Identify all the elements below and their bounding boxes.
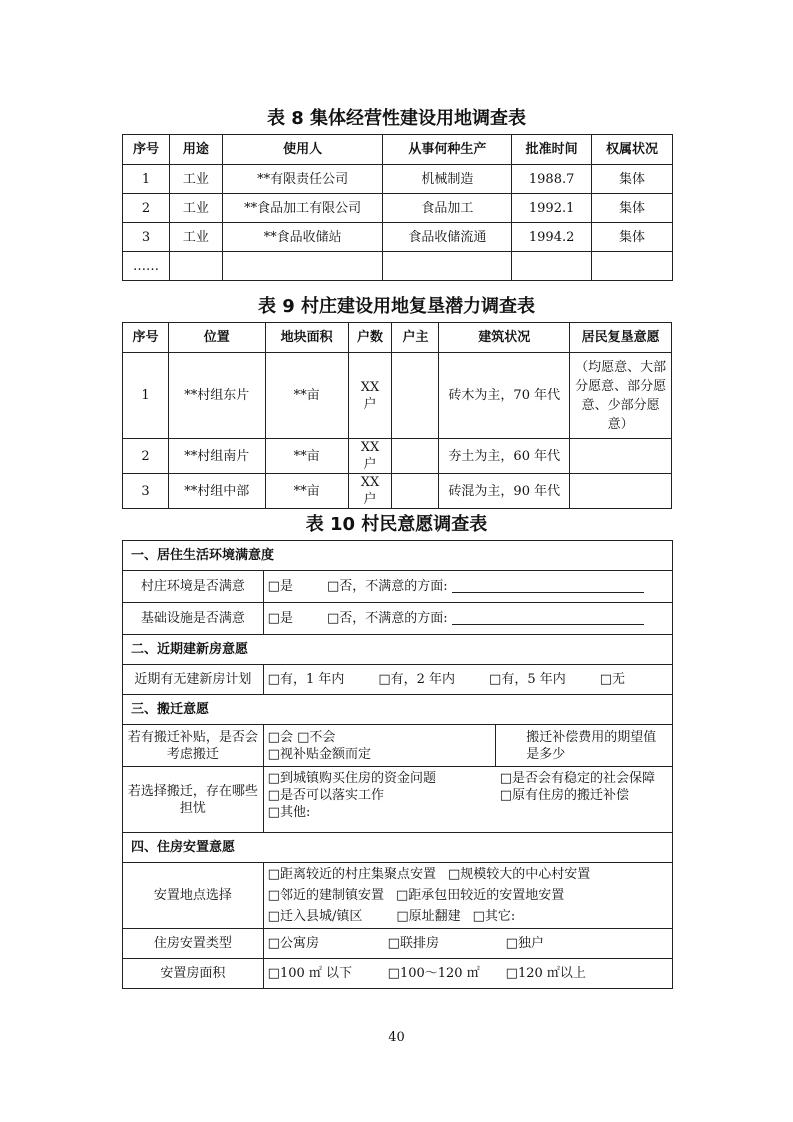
table-cell	[392, 353, 439, 439]
table9-header: 户数	[348, 323, 392, 353]
table-cell: XX 户	[348, 439, 392, 474]
question-label: 若选择搬迁，存在哪些担忧	[123, 767, 264, 833]
table-cell: 食品加工	[383, 194, 512, 223]
table-cell: 砖混为主，90 年代	[439, 474, 570, 509]
table-cell	[592, 252, 673, 281]
option-checkbox[interactable]: □有，5 年内	[489, 672, 566, 687]
table-cell: 1994.2	[512, 223, 592, 252]
table-row	[123, 603, 673, 635]
table-cell	[570, 439, 672, 474]
answer-cell	[263, 767, 496, 833]
table-cell	[392, 474, 439, 509]
table-cell: 集体	[592, 165, 673, 194]
table8	[122, 134, 673, 281]
table-cell: 3	[123, 474, 169, 509]
table-row	[123, 863, 673, 929]
table-cell: XX 户	[348, 353, 392, 439]
section-heading-cell: 四、住房安置意愿	[123, 833, 673, 863]
table-cell: **村组中部	[168, 474, 265, 509]
section-heading	[123, 833, 673, 863]
question-label: 安置房面积	[123, 959, 264, 989]
table-row	[123, 725, 673, 767]
table8-header-row	[123, 135, 673, 165]
table-row	[123, 165, 673, 194]
answer-cell	[263, 959, 672, 989]
answer-cell	[496, 767, 673, 833]
table-cell: **村组南片	[168, 439, 265, 474]
option-checkbox[interactable]: □距承包田较近的安置地安置	[395, 888, 565, 903]
option-checkbox[interactable]: □有，2 年内	[378, 672, 456, 687]
table10	[122, 540, 673, 989]
option-checkbox[interactable]: □视补贴金额而定	[267, 746, 371, 762]
section-heading-cell: 三、搬迁意愿	[123, 695, 673, 725]
table-cell: **亩	[265, 353, 348, 439]
no-checkbox[interactable]: □否，不满意的方面:	[326, 579, 448, 594]
table-cell: XX 户	[348, 474, 392, 509]
table-cell: 夯土为主，60 年代	[439, 439, 570, 474]
answer-cell	[263, 863, 672, 929]
table9-header: 序号	[123, 323, 169, 353]
table-row	[123, 929, 673, 959]
option-checkbox[interactable]: □是否可以落实工作	[267, 788, 384, 803]
table8-header: 序号	[123, 135, 170, 165]
table8-title: 表 8 集体经营性建设用地调查表	[266, 108, 527, 129]
section-heading-cell: 一、居住生活环境满意度	[123, 541, 673, 571]
table-cell: 工业	[169, 165, 222, 194]
option-checkbox[interactable]: □到城镇购买住房的资金问题	[267, 771, 436, 786]
section-heading	[123, 541, 673, 571]
table-cell: **食品加工有限公司	[222, 194, 383, 223]
table-cell: 集体	[592, 223, 673, 252]
table9-header: 位置	[168, 323, 265, 353]
table9-header: 户主	[392, 323, 439, 353]
table-cell: （均愿意、大部分愿意、部分愿意、少部分愿意）	[570, 353, 672, 439]
option-checkbox[interactable]: □是否会有稳定的社会保障	[499, 771, 656, 786]
table-row	[123, 439, 672, 474]
table-cell: 3	[123, 223, 170, 252]
option-checkbox[interactable]: □其它:	[472, 909, 516, 924]
question-label: 若有搬迁补贴，是否会考虑搬迁	[123, 725, 264, 767]
option-checkbox[interactable]: □其他:	[267, 805, 311, 820]
table-row	[123, 767, 673, 833]
option-checkbox[interactable]: □独户	[505, 936, 544, 951]
table-row	[123, 474, 672, 509]
table-cell	[570, 474, 672, 509]
table-cell: 砖木为主，70 年代	[439, 353, 570, 439]
answer-cell	[263, 665, 672, 695]
yes-checkbox[interactable]: □是	[267, 579, 293, 594]
table-row	[123, 223, 673, 252]
table9-header: 建筑状况	[439, 323, 570, 353]
table-cell: ……	[123, 252, 170, 281]
fill-in-line[interactable]	[452, 612, 644, 625]
option-checkbox[interactable]: □距离较近的村庄集聚点安置	[267, 867, 436, 882]
fill-in-line[interactable]	[452, 580, 644, 593]
table-cell: 机械制造	[383, 165, 512, 194]
question-label: 基础设施是否满意	[123, 603, 264, 635]
yes-checkbox[interactable]: □是	[267, 611, 293, 626]
option-checkbox[interactable]: □无	[599, 672, 626, 687]
table9	[122, 322, 672, 509]
table-cell	[222, 252, 383, 281]
no-checkbox[interactable]: □否，不满意的方面:	[326, 611, 448, 626]
option-checkbox[interactable]: □规模较大的中心村安置	[447, 867, 591, 882]
table-cell: 1	[123, 165, 170, 194]
option-checkbox[interactable]: □100 ㎡ 以下	[267, 966, 353, 981]
table-cell	[392, 439, 439, 474]
section-heading	[123, 695, 673, 725]
question-label: 住房安置类型	[123, 929, 264, 959]
table-row	[123, 252, 673, 281]
option-checkbox[interactable]: □有，1 年内	[267, 672, 345, 687]
option-checkbox[interactable]: □联排房	[387, 936, 439, 951]
table-cell	[383, 252, 512, 281]
table9-header: 居民复垦意愿	[570, 323, 672, 353]
table-cell: 2	[123, 439, 169, 474]
table10-title: 表 10 村民意愿调查表	[305, 514, 488, 535]
table-cell: **亩	[265, 474, 348, 509]
question-label: 村庄环境是否满意	[123, 571, 264, 603]
table-cell: 1992.1	[512, 194, 592, 223]
page-number: 40	[388, 1030, 405, 1045]
table-cell: **有限责任公司	[222, 165, 383, 194]
option-checkbox[interactable]: □原有住房的搬迁补偿	[499, 788, 630, 803]
table-cell: **亩	[265, 439, 348, 474]
table9-header-row	[123, 323, 672, 353]
table-cell: **食品收储站	[222, 223, 383, 252]
answer-cell	[263, 725, 496, 767]
table8-header: 用途	[169, 135, 222, 165]
table-cell: 集体	[592, 194, 673, 223]
table-row	[123, 571, 673, 603]
table9-header: 地块面积	[265, 323, 348, 353]
table8-header: 从事何种生产	[383, 135, 512, 165]
table-cell: 1988.7	[512, 165, 592, 194]
table-cell	[169, 252, 222, 281]
expectation-cell[interactable]: 搬迁补偿费用的期望值是多少	[496, 725, 673, 767]
table-cell: 工业	[169, 223, 222, 252]
table-row	[123, 353, 672, 439]
option-checkbox[interactable]: □公寓房	[267, 936, 319, 951]
answer-cell	[263, 929, 672, 959]
table8-header: 权属状况	[592, 135, 673, 165]
option-checkbox[interactable]: □会 □不会	[267, 729, 336, 745]
table-row	[123, 194, 673, 223]
section-heading	[123, 635, 673, 665]
answer-cell	[263, 603, 672, 635]
option-checkbox[interactable]: □邻近的建制镇安置	[267, 888, 384, 903]
option-checkbox[interactable]: □迁入县城/镇区	[267, 909, 363, 924]
option-checkbox[interactable]: □120 ㎡以上	[505, 966, 586, 981]
question-label: 安置地点选择	[123, 863, 264, 929]
table8-header: 使用人	[222, 135, 383, 165]
option-checkbox[interactable]: □100～120 ㎡	[387, 966, 480, 981]
table9-title: 表 9 村庄建设用地复垦潜力调查表	[257, 296, 536, 317]
table-cell: 工业	[169, 194, 222, 223]
section-heading-cell: 二、近期建新房意愿	[123, 635, 673, 665]
table-row	[123, 665, 673, 695]
option-checkbox[interactable]: □原址翻建	[396, 909, 461, 924]
table8-header: 批准时间	[512, 135, 592, 165]
answer-cell	[263, 571, 672, 603]
table-cell: 2	[123, 194, 170, 223]
question-label: 近期有无建新房计划	[123, 665, 264, 695]
table-cell: 1	[123, 353, 169, 439]
table-cell: **村组东片	[168, 353, 265, 439]
table-cell: 食品收储流通	[383, 223, 512, 252]
table-row	[123, 959, 673, 989]
table-cell	[512, 252, 592, 281]
